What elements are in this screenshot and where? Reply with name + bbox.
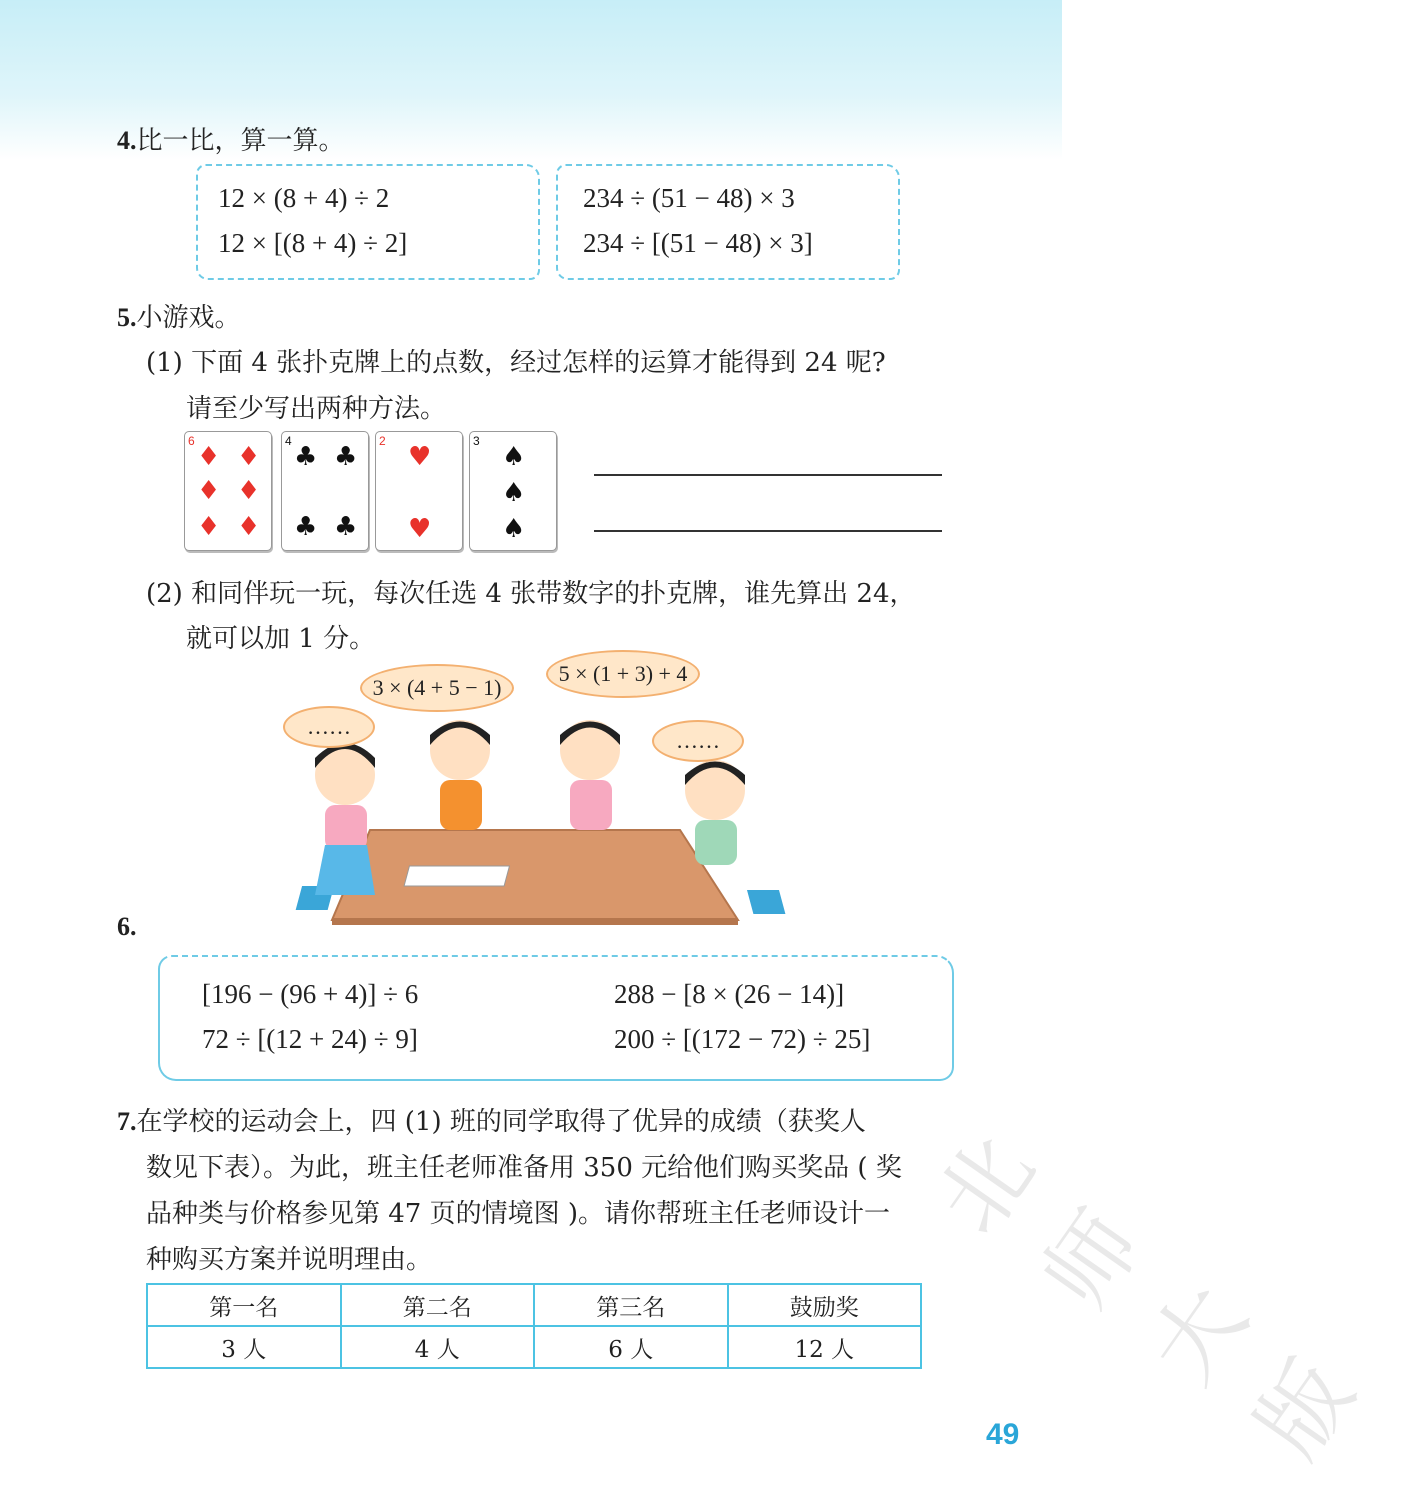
q4-right-expr-1: 234 ÷ (51 − 48) × 3 (583, 183, 795, 213)
speech-bubble-4 (652, 720, 744, 762)
q4-heading (117, 120, 345, 157)
q6-box (158, 955, 954, 1081)
q4-number: 4. (117, 126, 137, 155)
card-rank: 3 (473, 434, 480, 448)
q6-heading (117, 912, 137, 942)
q4-title: 比一比，算一算。 (136, 126, 345, 156)
table-header-cell: 鼓励奖 (728, 1284, 922, 1326)
spade-icon: ♠ (502, 442, 526, 472)
q5-part1-line1: (1) 下面 4 张扑克牌上的点数，经过怎样的运算才能得到 24 呢? (146, 348, 886, 378)
q5-number: 5. (117, 303, 137, 332)
club-icon: ♣ (294, 442, 318, 472)
answer-line-1[interactable] (594, 474, 942, 476)
club-icon: ♣ (334, 512, 358, 542)
heart-icon: ♥ (408, 514, 432, 544)
q5-title: 小游戏。 (136, 303, 241, 333)
table-header-cell: 第二名 (341, 1284, 535, 1326)
bubble-text: 5 × (1 + 3) + 4 (558, 661, 688, 686)
spade-icon: ♠ (502, 478, 526, 508)
q7-line-4: 种购买方案并说明理由。 (146, 1245, 433, 1275)
q7-text-1: 在学校的运动会上，四 (1) 班的同学取得了优异的成绩（获奖人 (136, 1107, 866, 1137)
answer-line-2[interactable] (594, 530, 942, 532)
club-icon: ♣ (294, 512, 318, 542)
card-3-spades (469, 431, 557, 551)
card-2-hearts (375, 431, 463, 551)
q7-line-1 (117, 1101, 866, 1138)
bubble-text: …… (676, 728, 720, 753)
q7-line-3: 品种类与价格参见第 47 页的情境图 )。请你帮班主任老师设计一 (146, 1199, 891, 1229)
q6-right-expr-1: 288 − [8 × (26 − 14)] (614, 979, 845, 1009)
heart-icon: ♥ (408, 442, 432, 472)
speech-bubble-1 (283, 706, 375, 748)
diamond-icon: ♦ (197, 442, 221, 472)
table-row (147, 1326, 921, 1368)
diamond-icon: ♦ (237, 476, 261, 506)
q4-left-box (196, 164, 540, 280)
card-rank: 2 (379, 434, 386, 448)
q4-right-box (556, 164, 900, 280)
q4-right-expr-2: 234 ÷ [(51 − 48) × 3] (583, 228, 813, 258)
watermark (900, 1047, 1419, 1478)
card-rank: 4 (285, 434, 292, 448)
q7-line-2: 数见下表）。为此，班主任老师准备用 350 元给他们购买奖品 ( 奖 (146, 1153, 902, 1183)
table-header-cell: 第一名 (147, 1284, 341, 1326)
bubble-text: 3 × (4 + 5 − 1) (372, 675, 502, 700)
q5-part2-line1: (2) 和同伴玩一玩，每次任选 4 张带数字的扑克牌，谁先算出 24， (146, 579, 916, 609)
q6-left-expr-2: 72 ÷ [(12 + 24) ÷ 9] (202, 1024, 418, 1054)
card-rank: 6 (188, 434, 195, 448)
q5-part2-line2: 就可以加 1 分。 (186, 624, 376, 654)
q6-left-expr-1: [196 − (96 + 4)] ÷ 6 (202, 979, 419, 1009)
bubble-text: …… (307, 714, 351, 739)
award-table (146, 1283, 922, 1369)
page-number: 49 (986, 1418, 1020, 1451)
illustration-svg (270, 640, 770, 925)
diamond-icon: ♦ (237, 512, 261, 542)
diamond-icon: ♦ (197, 512, 221, 542)
q5-heading (117, 297, 241, 334)
table-header-row (147, 1284, 921, 1326)
q6-right-expr-2: 200 ÷ [(172 − 72) ÷ 25] (614, 1024, 871, 1054)
q5-part1-line2: 请至少写出两种方法。 (186, 394, 447, 424)
diamond-icon: ♦ (237, 442, 261, 472)
q6-number: 6. (117, 912, 137, 941)
card-4-clubs (281, 431, 369, 551)
spade-icon: ♠ (502, 514, 526, 544)
card-6-diamonds (184, 431, 272, 551)
table-cell: 3 人 (147, 1326, 341, 1368)
watermark-text: 北师大版 (917, 1118, 1375, 1476)
table-header-cell: 第三名 (534, 1284, 728, 1326)
table-cell: 4 人 (341, 1326, 535, 1368)
speech-bubble-2 (360, 664, 514, 712)
table-cell: 12 人 (728, 1326, 922, 1368)
diamond-icon: ♦ (197, 476, 221, 506)
q4-left-expr-1: 12 × (8 + 4) ÷ 2 (218, 183, 390, 213)
q7-number: 7. (117, 1107, 137, 1136)
speech-bubble-3 (546, 650, 700, 698)
q4-left-expr-2: 12 × [(8 + 4) ÷ 2] (218, 228, 408, 258)
club-icon: ♣ (334, 442, 358, 472)
children-card-game-illustration (270, 640, 770, 925)
table-cell: 6 人 (534, 1326, 728, 1368)
